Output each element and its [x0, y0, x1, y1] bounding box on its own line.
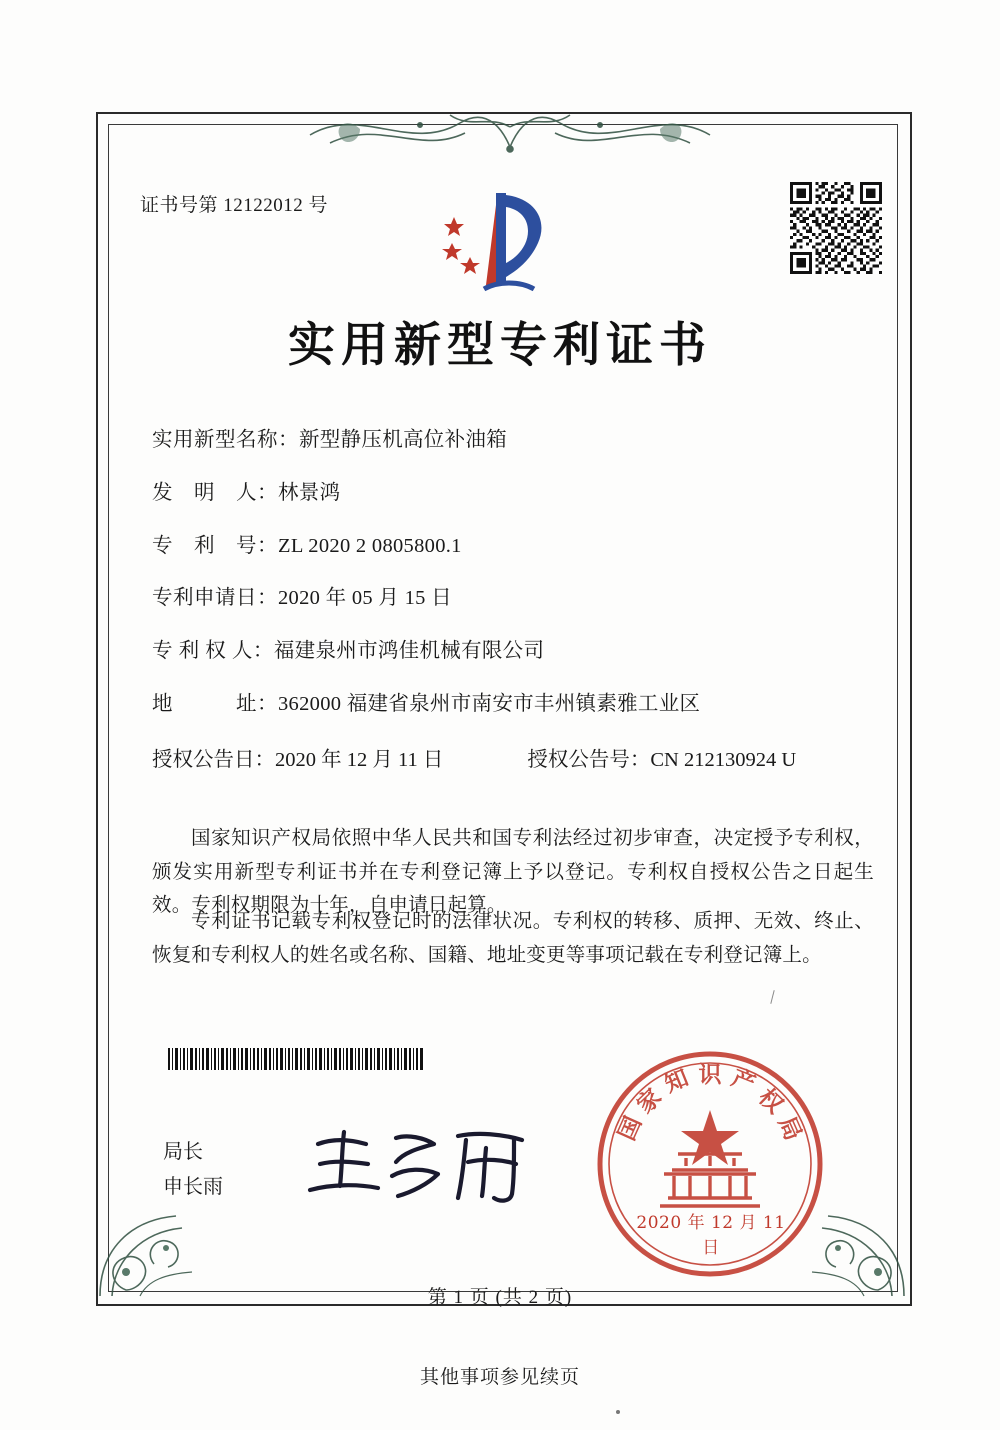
- field-label: 授权公告日：: [152, 748, 275, 771]
- legal-paragraph-2: 专利证书记载专利权登记时的法律状况。专利权的转移、质押、无效、终止、恢复和专利权人的姓名或名称、国籍、地址变更等事项记载在专利登记簿上。: [152, 911, 874, 966]
- page-number: 第 1 页 (共 2 页): [427, 1287, 573, 1308]
- field-announcement-number: [527, 742, 796, 772]
- svg-text:识: 识: [698, 1061, 722, 1088]
- field-value: CN 212130924 U: [650, 748, 797, 771]
- field-value: 2020 年 05 月 15 日: [278, 587, 452, 610]
- field-utility-model-name: [152, 425, 872, 456]
- field-label: 授权公告号：: [527, 748, 651, 771]
- field-value: 新型静压机高位补油箱: [299, 429, 507, 451]
- field-label: 专利申请日：: [152, 587, 278, 610]
- handwritten-signature-icon: [300, 1118, 540, 1208]
- field-label: 发 明 人：: [152, 481, 278, 504]
- field-address: [152, 689, 872, 720]
- field-value: 林景鸿: [278, 481, 341, 504]
- svg-text:知: 知: [660, 1064, 693, 1098]
- field-label: 地 址：: [152, 692, 278, 715]
- field-label: 专 利 号：: [152, 534, 278, 557]
- field-label: 实用新型名称：: [152, 429, 299, 451]
- legal-paragraph-1: 国家知识产权局依照中华人民共和国专利法经过初步审查，决定授予专利权，颁发实用新型专利证书并在专利登记簿上予以登记。专利权自授权公告之日起生效。专利权期限为十年，自申请日起算。: [152, 828, 874, 917]
- certificate-number: 证书号第 12122012 号: [140, 195, 329, 216]
- field-value: 362000 福建省泉州市南安市丰州镇素雅工业区: [278, 692, 701, 715]
- field-patent-number: [152, 531, 872, 562]
- svg-text:国: 国: [613, 1112, 648, 1145]
- ornament-top-icon: [300, 95, 720, 155]
- signature-role: 局长: [163, 1141, 203, 1163]
- svg-text:局: 局: [772, 1112, 807, 1145]
- field-value: 2020 年 12 月 11 日: [275, 748, 444, 771]
- footnote: 其他事项参见续页: [419, 1367, 580, 1388]
- field-value: ZL 2020 2 0805800.1: [278, 534, 462, 557]
- field-list: [152, 425, 872, 790]
- barcode-icon: [168, 1048, 426, 1070]
- signature-name: 申长雨: [163, 1176, 223, 1198]
- field-application-date: [152, 583, 872, 614]
- svg-text:家: 家: [631, 1083, 667, 1119]
- qr-code-icon: [790, 182, 882, 274]
- svg-text:产: 产: [727, 1064, 760, 1098]
- page-title: 实用新型专利证书: [288, 318, 712, 373]
- svg-text:权: 权: [753, 1083, 789, 1119]
- field-grant-row: [152, 742, 872, 772]
- cnipa-logo-icon: [440, 185, 560, 300]
- field-inventor: [152, 478, 872, 509]
- field-value: 福建泉州市鸿佳机械有限公司: [273, 640, 545, 662]
- print-dot-mark: [616, 1410, 620, 1414]
- signature-labels: [163, 1135, 223, 1205]
- field-label: 专 利 权 人：: [152, 640, 274, 662]
- seal-date: 2020 年 12 月 11 日: [636, 1213, 786, 1258]
- field-announcement-date: [152, 742, 443, 772]
- field-patentee: [152, 636, 872, 667]
